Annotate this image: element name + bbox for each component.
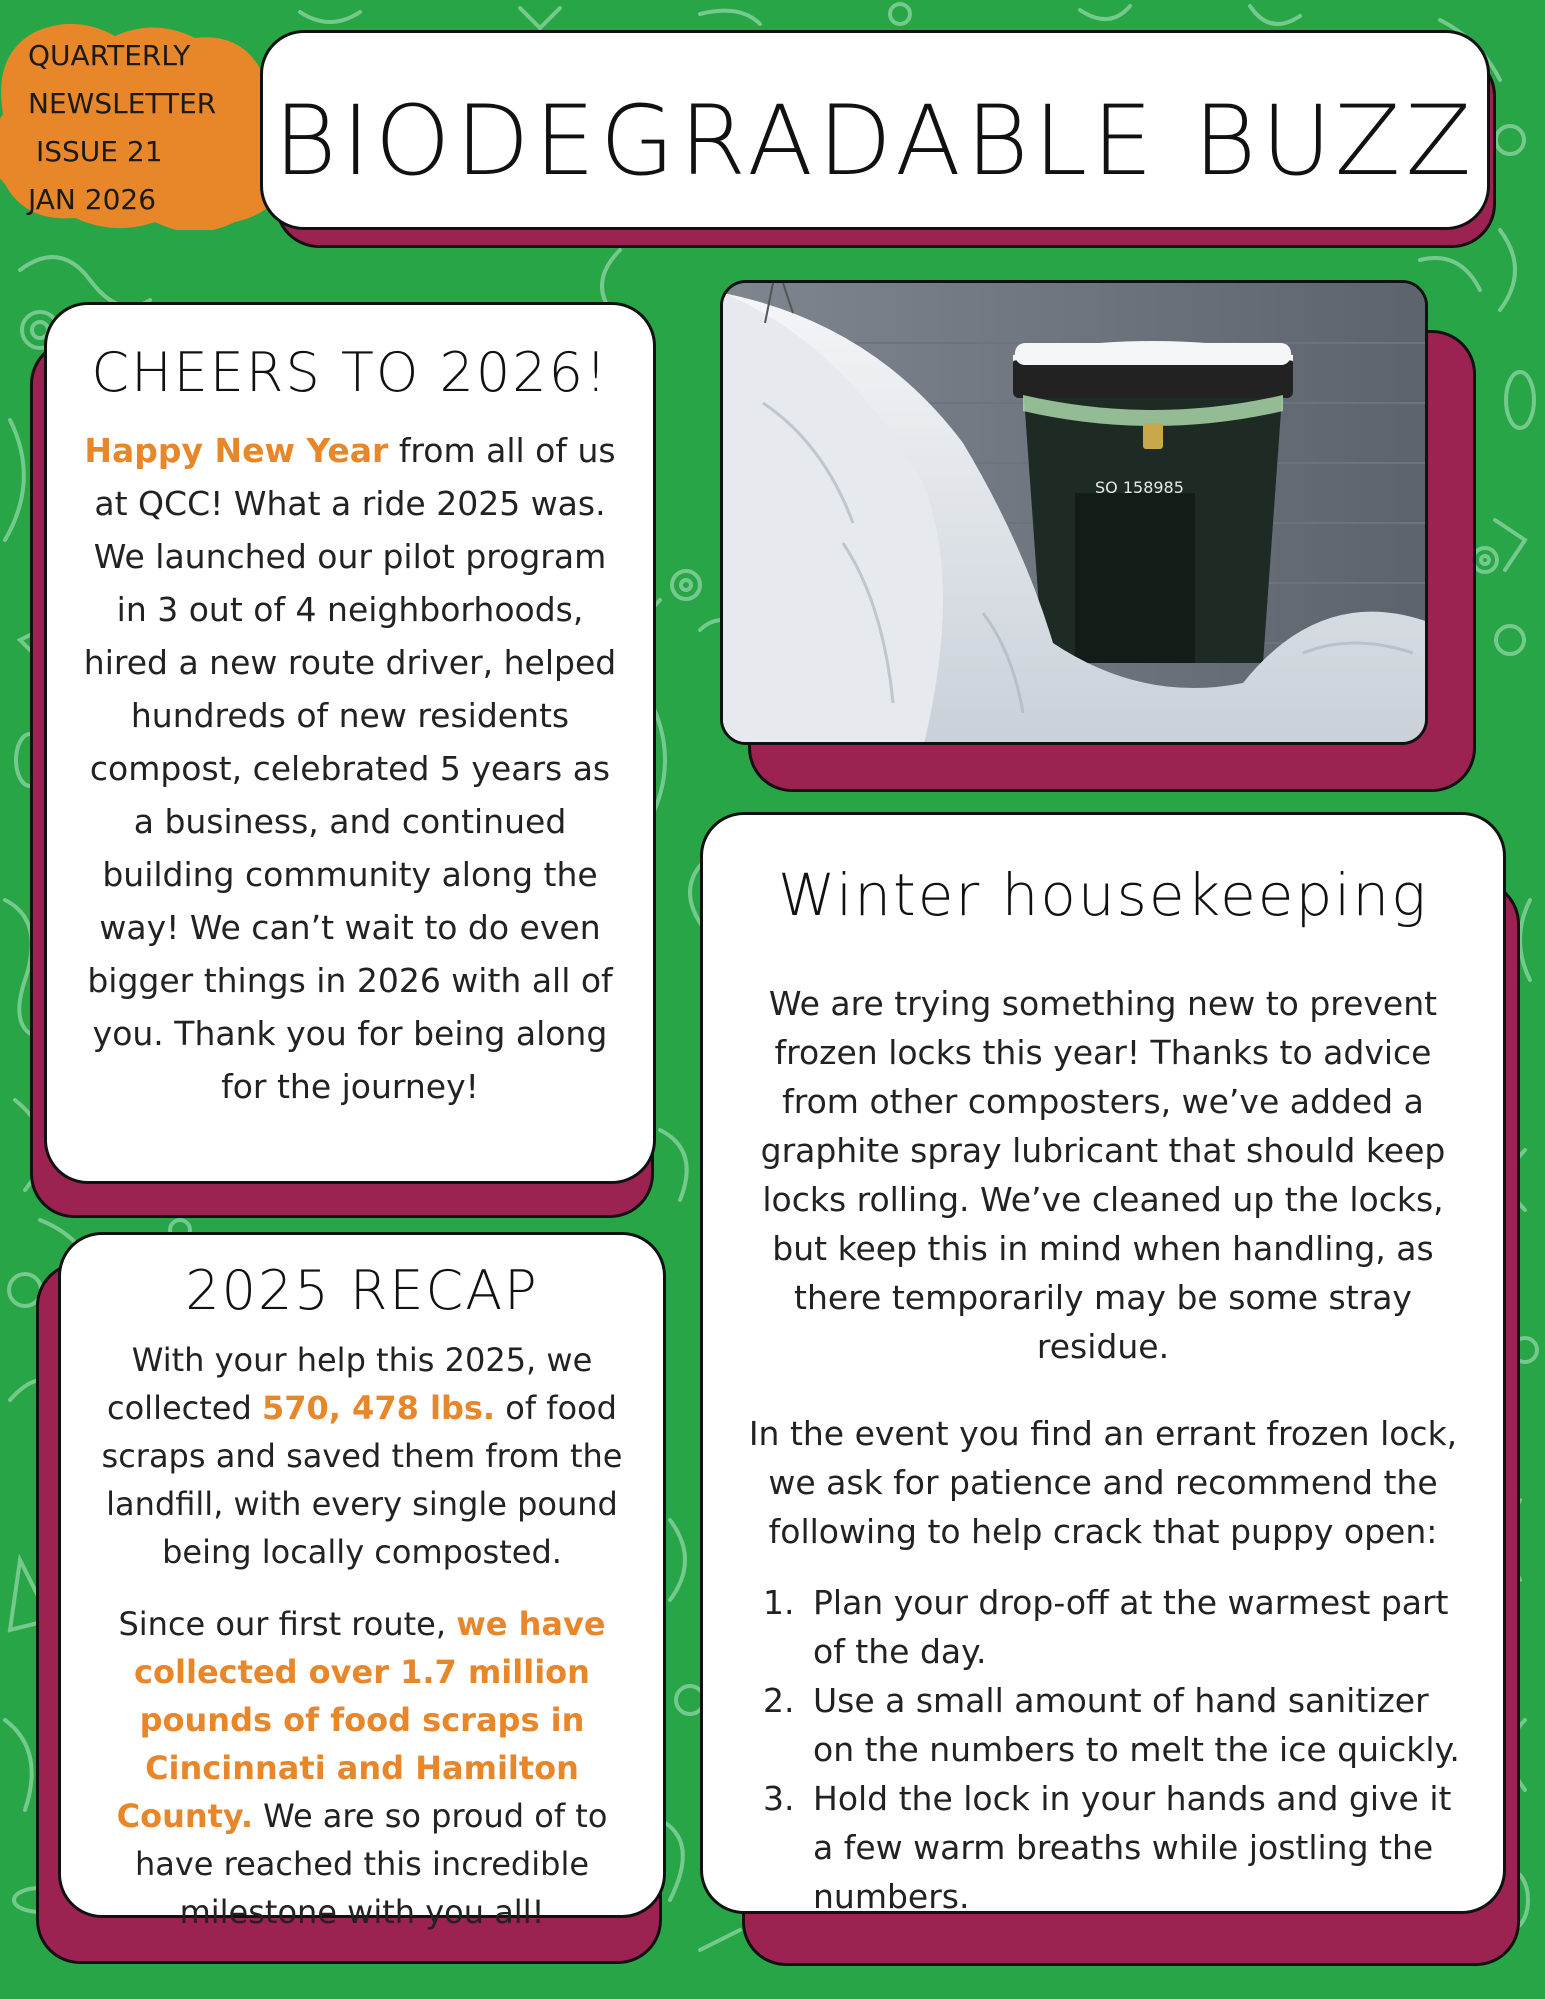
step-item [751, 1578, 1463, 1676]
recap-paragraph-2 [83, 1600, 641, 1936]
winter-paragraph-2 [743, 1409, 1463, 1556]
masthead [260, 30, 1490, 230]
winter-card [700, 812, 1506, 1914]
step-number: 3. [763, 1779, 795, 1818]
recap-heading: 2025 RECAP [185, 1259, 539, 1322]
step-number: 1. [763, 1583, 795, 1622]
winter-paragraph-1 [731, 979, 1475, 1371]
badge-line-issue: ISSUE 21 [36, 135, 163, 168]
issue-badge [28, 32, 268, 224]
winter-heading: Winter housekeeping [778, 861, 1428, 929]
frozen-lock-steps [751, 1578, 1463, 1921]
photo-illustration [723, 283, 1428, 745]
recap-p1-after: of food scraps and saved them from the landfill, with every single pound being locally composted. [101, 1389, 623, 1571]
cheers-card [44, 302, 656, 1184]
bin-serial-label: SO 158985 [1095, 478, 1184, 497]
step-text: Plan your drop-off at the warmest part of the day. [813, 1583, 1449, 1671]
recap-milestone-highlight: we have collected over 1.7 million pounds of food scraps in Cincinnati and Hamilton County. [116, 1605, 606, 1835]
recap-p1-before: With your help this 2025, we collected [107, 1341, 593, 1427]
winter-p2-text: In the event you find an errant frozen lock, we ask for patience and recommend the following to help crack that puppy open: [748, 1414, 1458, 1551]
badge-line-newsletter: NEWSLETTER [28, 87, 217, 120]
recap-lbs-highlight: 570, 478 lbs. [261, 1389, 496, 1427]
recap-p2-after: We are so proud of to have reached this incredible milestone with you all! [134, 1797, 608, 1931]
step-item [751, 1676, 1463, 1774]
cheers-text: from all of us at QCC! What a ride 2025 was. We launched our pilot program in 3 out of 4 neighborhoods, hired a new route driver, helped hundreds of new residents compost, celebrated 5 years as a business, and continued building community along the way! We can’t wait to do even bigger things in 2026 with all of you. Thank you for being along for the journey! [83, 431, 617, 1106]
step-item [751, 1774, 1463, 1921]
step-text: Hold the lock in your hands and give it a few warm breaths while jostling the numbers. [813, 1779, 1452, 1916]
step-text: Use a small amount of hand sanitizer on the numbers to melt the ice quickly. [813, 1681, 1460, 1769]
step-number: 2. [763, 1681, 795, 1720]
cheers-body [81, 424, 619, 1113]
recap-paragraph-1 [85, 1336, 639, 1576]
badge-line-quarterly: QUARTERLY [28, 39, 191, 72]
snowy-compost-bin-photo [720, 280, 1428, 745]
winter-p1-text: We are trying something new to prevent frozen locks this year! Thanks to advice from other composters, we’ve added a graphite spray lubricant that should keep locks rolling. We’ve cleaned up the locks, but keep this in mind when handling, as there temporarily may be some stray residue. [760, 984, 1446, 1366]
cheers-highlight: Happy New Year [84, 431, 389, 470]
cheers-heading: CHEERS TO 2026! [91, 341, 609, 404]
newsletter-title: BIODEGRADABLE BUZZ [273, 85, 1477, 197]
recap-card [58, 1232, 666, 1931]
badge-line-date: JAN 2026 [28, 183, 157, 216]
recap-p2-before: Since our first route, [118, 1605, 457, 1643]
